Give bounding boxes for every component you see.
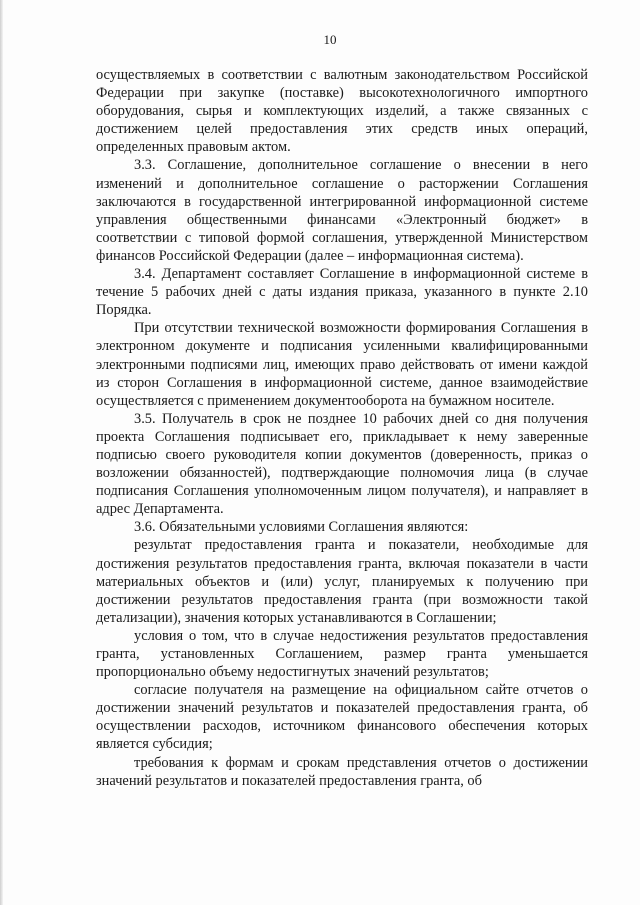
paragraph-3-4: 3.4. Департамент составляет Соглашение в информационной системе в течение 5 рабочих дней с даты издания приказа, указанного в пункте 2.10 Порядка. [96, 266, 588, 319]
paragraph-condition-reporting: требования к формам и срокам представления отчетов о достижении значений результатов и показателей предоставления гранта, об [96, 754, 588, 789]
document-body [96, 66, 588, 790]
paragraph-condition-reduction: условия о том, что в случае недостижения результатов предоставления гранта, установленных Соглашением, размер гранта уменьшается пропорционально объему недостигнутых значений результатов; [96, 627, 588, 681]
paragraph-3-3: 3.3. Соглашение, дополнительное соглашение о внесении в него изменений и дополнительное соглашение о расторжении Соглашения заключаются в государственной интегрированной информационной системе управления общественными финансами «Электронный бюджет» в соответствии с типовой формой соглашения, утвержденной Министерством финансов Российской Федерации (далее – информационная система). [96, 157, 588, 264]
paragraph-3-6: 3.6. Обязательными условиями Соглашения являются: [134, 519, 469, 536]
page-edge-shadow [0, 0, 3, 905]
page-number: 10 [323, 32, 337, 47]
paragraph-technical-absence: При отсутствии технической возможности формирования Соглашения в электронном документе и подписания усиленными квалифицированными электронными подписями лиц, имеющих право действовать от имени каждой из сторон Соглашения в информационной системе, данное взаимодействие осуществляется с применением документооборота на бумажном носителе. [96, 320, 588, 409]
paragraph-condition-result: результат предоставления гранта и показатели, необходимые для достижения результатов предоставления гранта, включая показатели в части материальных объектов и (или) услуг, планируемых к получению при достижении результатов предоставления гранта (при возможности такой детализации), значения которых устанавливаются в Соглашении; [96, 537, 588, 626]
paragraph-condition-consent: согласие получателя на размещение на официальном сайте отчетов о достижении значений результатов и показателей предоставления гранта, об осуществлении расходов, источником финансового обеспечения которых является субсидия; [96, 682, 588, 753]
paragraph-continuation: осуществляемых в соответствии с валютным законодательством Российской Федерации при закупке (поставке) высокотехнологичного импортного оборудования, сырья и комплектующих изделий, а также связанных с достижением целей предоставления этих средств иных операций, определенных правовым актом. [96, 67, 588, 156]
paragraph-3-5: 3.5. Получатель в срок не позднее 10 рабочих дней со дня получения проекта Соглашения подписывает его, прикладывает к нему заверенные подписью своего руководителя копии документов (доверенность, приказ о возложении обязанностей), подтверждающие полномочия лица (в случае подписания Соглашения уполномоченным лицом получателя), и направляет в адрес Департамента. [96, 410, 588, 518]
